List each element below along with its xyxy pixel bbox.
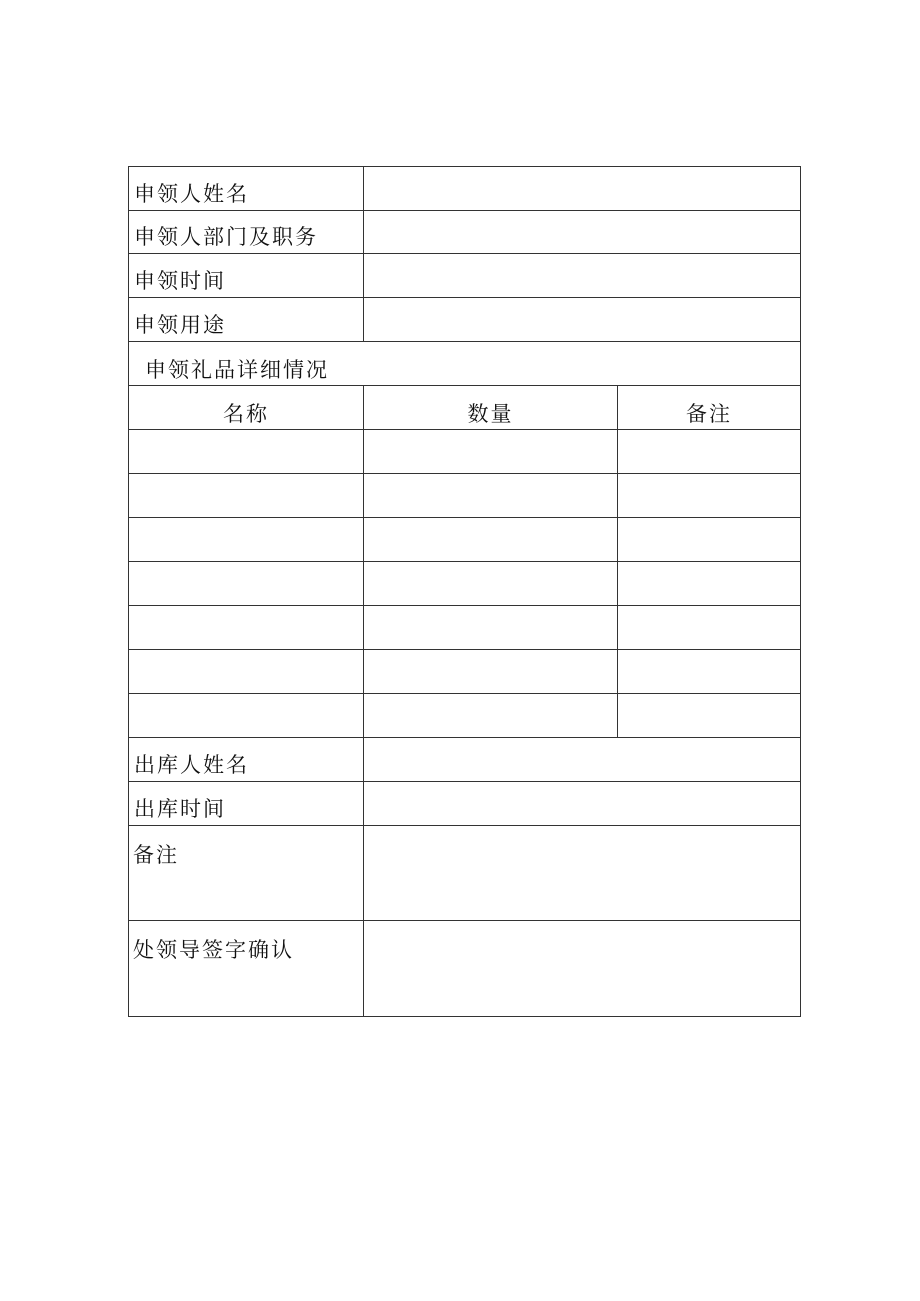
issuer-name-label: 出库人姓名: [129, 738, 364, 782]
gift-quantity-cell[interactable]: [364, 694, 618, 738]
applicant-dept-field[interactable]: [364, 211, 801, 254]
applicant-dept-row: [129, 211, 801, 254]
applicant-name-row: [129, 167, 801, 211]
gift-details-row: [129, 342, 801, 386]
gift-remarks-cell[interactable]: [618, 650, 801, 694]
gift-quantity-cell[interactable]: [364, 562, 618, 606]
apply-purpose-label: 申领用途: [129, 298, 364, 342]
apply-time-label: 申领时间: [129, 254, 364, 298]
apply-purpose-row: [129, 298, 801, 342]
gift-remarks-cell[interactable]: [618, 694, 801, 738]
gift-name-cell[interactable]: [129, 518, 364, 562]
gift-remarks-cell[interactable]: [618, 430, 801, 474]
gift-quantity-cell[interactable]: [364, 474, 618, 518]
gift-name-cell[interactable]: [129, 562, 364, 606]
gift-name-cell[interactable]: [129, 650, 364, 694]
gift-row: [129, 474, 801, 518]
applicant-dept-label: 申领人部门及职务: [129, 211, 364, 254]
gift-remarks-cell[interactable]: [618, 518, 801, 562]
gift-row: [129, 430, 801, 474]
applicant-name-label: 申领人姓名: [129, 167, 364, 211]
gift-row: [129, 650, 801, 694]
gift-quantity-cell[interactable]: [364, 430, 618, 474]
issue-time-field[interactable]: [364, 782, 801, 826]
gift-quantity-cell[interactable]: [364, 606, 618, 650]
leader-signature-label: 处领导签字确认: [129, 921, 364, 1017]
gift-remarks-cell[interactable]: [618, 562, 801, 606]
apply-time-field[interactable]: [364, 254, 801, 298]
gift-quantity-cell[interactable]: [364, 518, 618, 562]
gift-row: [129, 562, 801, 606]
gift-row: [129, 694, 801, 738]
gift-row: [129, 518, 801, 562]
gift-quantity-cell[interactable]: [364, 650, 618, 694]
gift-name-cell[interactable]: [129, 430, 364, 474]
column-quantity-header: 数量: [364, 386, 618, 430]
issue-time-row: [129, 782, 801, 826]
gift-name-cell[interactable]: [129, 606, 364, 650]
column-remarks-header: 备注: [618, 386, 801, 430]
column-name-header: 名称: [129, 386, 364, 430]
remarks-row: [129, 826, 801, 921]
leader-signature-field[interactable]: [364, 921, 801, 1017]
apply-purpose-field[interactable]: [364, 298, 801, 342]
gift-remarks-cell[interactable]: [618, 474, 801, 518]
apply-time-row: [129, 254, 801, 298]
gift-request-form: [128, 166, 801, 1017]
gift-row: [129, 606, 801, 650]
gift-remarks-cell[interactable]: [618, 606, 801, 650]
gift-table-header: [129, 386, 801, 430]
gift-name-cell[interactable]: [129, 474, 364, 518]
gift-details-heading: 申领礼品详细情况: [129, 342, 801, 386]
remarks-label: 备注: [129, 826, 364, 921]
leader-signature-row: [129, 921, 801, 1017]
remarks-field[interactable]: [364, 826, 801, 921]
issuer-name-row: [129, 738, 801, 782]
gift-name-cell[interactable]: [129, 694, 364, 738]
issue-time-label: 出库时间: [129, 782, 364, 826]
issuer-name-field[interactable]: [364, 738, 801, 782]
applicant-name-field[interactable]: [364, 167, 801, 211]
